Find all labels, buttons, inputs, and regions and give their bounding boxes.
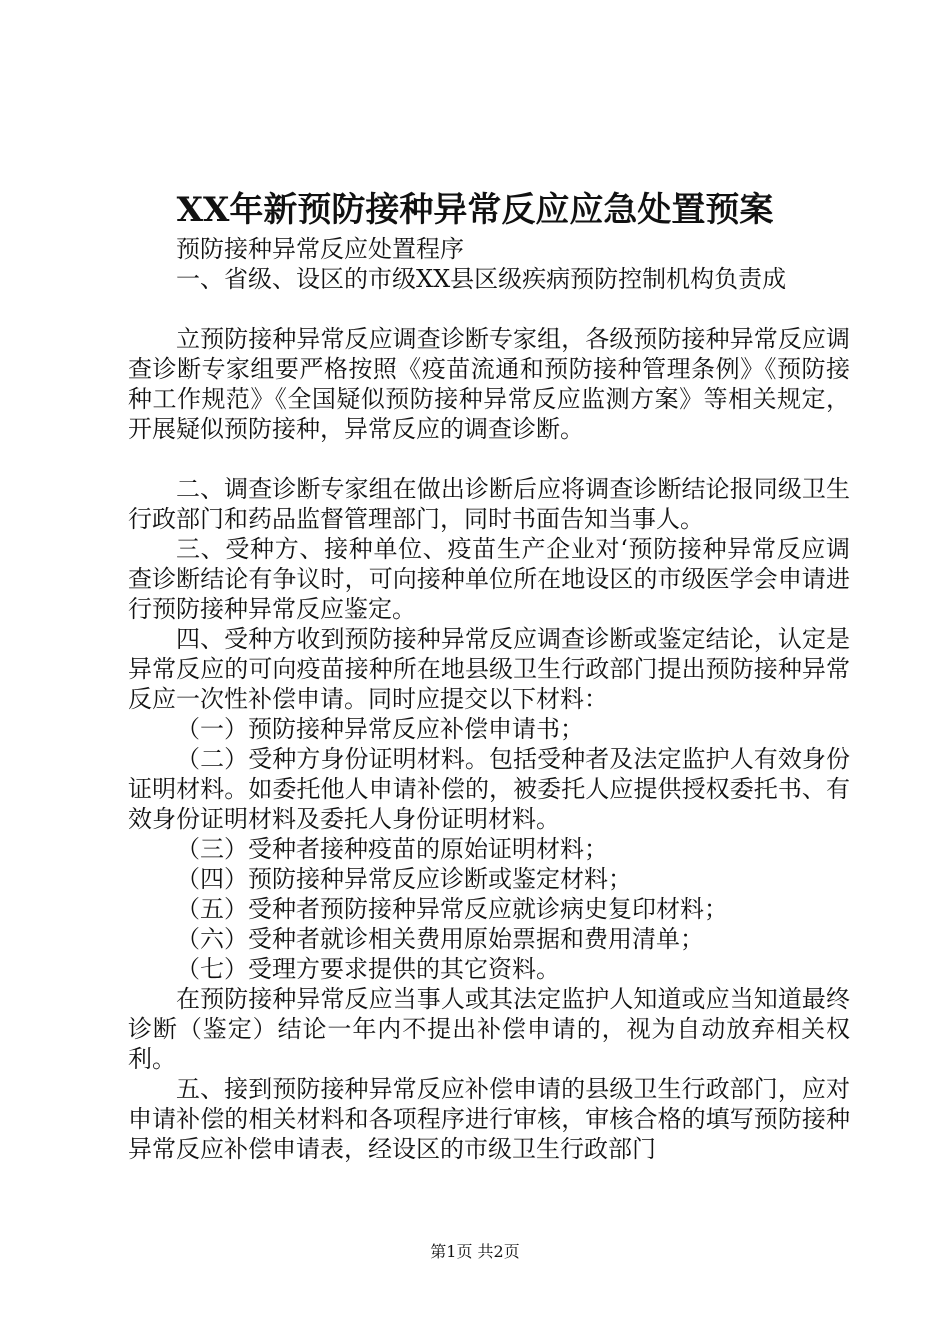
page-footer: 第1页 共2页 [430,1242,520,1261]
document-body [128,234,850,1164]
paragraph-sub-5: （五）受种者预防接种异常反应就诊病史复印材料； [176,895,728,923]
paragraph-sub-6: （六）受种者就诊相关费用原始票据和费用清单； [176,925,704,953]
paragraph-sub-1: （一）预防接种异常反应补偿申请书； [176,715,584,743]
document-title: XX年新预防接种异常反应应急处置预案 [176,190,774,230]
paragraph-sub-4: （四）预防接种异常反应诊断或鉴定材料； [176,865,632,893]
paragraph-sub-7: （七）受理方要求提供的其它资料。 [176,955,560,983]
paragraph-item-1-start: 一、省级、设区的市级XX县区级疾病预防控制机构负责成 [176,265,787,293]
paragraph-subtitle: 预防接种异常反应处置程序 [176,235,464,263]
paragraph-item-1-cont: 立预防接种异常反应调查诊断专家组，各级预防接种异常反应调查诊断专家组要严格按照《疫苗流通和预防接种管理条例》《预防接种工作规范》《全国疑似预防接种异常反应监测方案》等相关规定，开展疑似预防接种，异常反应的调查诊断。 [128,325,850,443]
paragraph-item-4: 四、受种方收到预防接种异常反应调查诊断或鉴定结论，认定是异常反应的可向疫苗接种所在地县级卫生行政部门提出预防接种异常反应一次性补偿申请。同时应提交以下材料： [128,625,850,713]
paragraph-item-3: 三、受种方、接种单位、疫苗生产企业对‘预防接种异常反应调查诊断结论有争议时，可向接种单位所在地设区的市级医学会申请进行预防接种异常反应鉴定。 [128,535,850,623]
paragraph-sub-2: （二）受种方身份证明材料。包括受种者及法定监护人有效身份证明材料。如委托他人申请补偿的，被委托人应提供授权委托书、有效身份证明材料及委托人身份证明材料。 [128,745,850,833]
paragraph-item-2: 二、调查诊断专家组在做出诊断后应将调查诊断结论报同级卫生行政部门和药品监督管理部门，同时书面告知当事人。 [128,475,850,533]
paragraph-waiver: 在预防接种异常反应当事人或其法定监护人知道或应当知道最终诊断（鉴定）结论一年内不提出补偿申请的，视为自动放弃相关权利。 [128,985,850,1073]
paragraph-sub-3: （三）受种者接种疫苗的原始证明材料； [176,835,608,863]
paragraph-item-5: 五、接到预防接种异常反应补偿申请的县级卫生行政部门，应对申请补偿的相关材料和各项程序进行审核，审核合格的填写预防接种异常反应补偿申请表，经设区的市级卫生行政部门 [128,1075,850,1163]
